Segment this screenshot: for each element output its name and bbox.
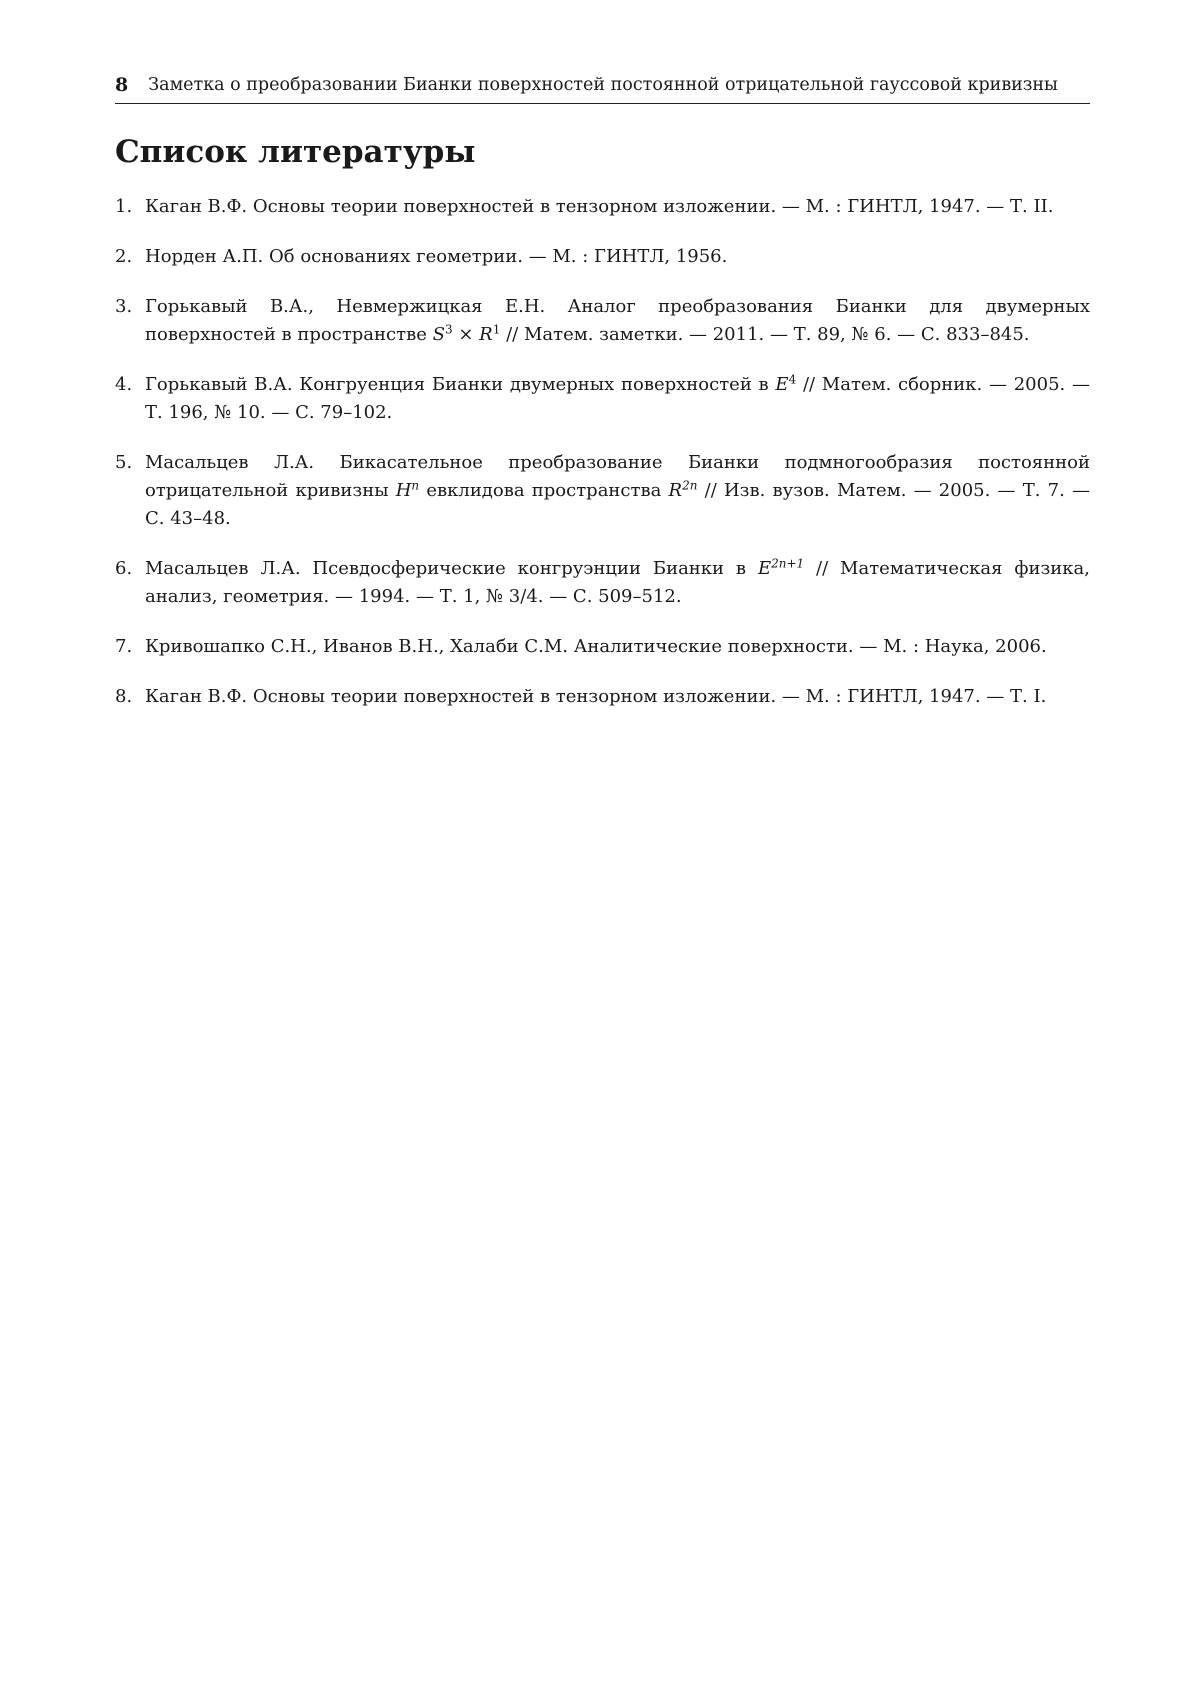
math-symbol-e: E — [775, 374, 788, 395]
math-symbol-r: R — [669, 480, 683, 501]
math-operator: × — [458, 324, 473, 345]
reference-item-6 — [115, 555, 1090, 611]
reference-text: Масальцев Л.А. Псевдосферические конгруэнции Бианки в — [145, 558, 746, 579]
reference-text: Норден А.П. Об основаниях геометрии. — М. : ГИНТЛ, 1956. — [145, 246, 727, 267]
math-superscript: 4 — [789, 372, 797, 386]
math-superscript: 2n+1 — [771, 556, 804, 570]
reference-text: Горькавый В.А. Конгруенция Бианки двумерных поверхностей в — [145, 374, 769, 395]
reference-item-2 — [115, 243, 1090, 271]
reference-text: // Математическая физика, анализ, геометрия. — 1994. — Т. 1, № 3/4. — С. 509–512. — [145, 558, 1090, 607]
reference-number: 3. — [115, 293, 132, 321]
math-superscript: 3 — [445, 322, 453, 336]
reference-number: 1. — [115, 193, 132, 221]
running-title: Заметка о преобразовании Бианки поверхностей постоянной отрицательной гауссовой кривизны — [148, 74, 1058, 96]
running-header — [115, 74, 1090, 104]
reference-list — [115, 193, 1090, 733]
reference-text: // Матем. заметки. — 2011. — Т. 89, № 6. — С. 833–845. — [506, 324, 1029, 345]
reference-number: 6. — [115, 555, 132, 583]
math-symbol-r: R — [479, 324, 493, 345]
reference-item-8 — [115, 683, 1090, 711]
reference-text: Каган В.Ф. Основы теории поверхностей в тензорном изложении. — М. : ГИНТЛ, 1947. — Т. I. — [145, 686, 1046, 707]
math-symbol-h: H — [396, 480, 412, 501]
reference-item-7 — [115, 633, 1090, 661]
reference-text: // Матем. сборник. — 2005. — Т. 196, № 10. — С. 79–102. — [145, 374, 1090, 423]
reference-number: 5. — [115, 449, 132, 477]
math-symbol-e: E — [758, 558, 771, 579]
math-superscript: n — [411, 478, 419, 492]
reference-text: Кривошапко С.Н., Иванов В.Н., Халаби С.М. Аналитические поверхности. — М. : Наука, 2006. — [145, 636, 1047, 657]
reference-number: 4. — [115, 371, 132, 399]
reference-text: Горькавый В.А., Невмержицкая Е.Н. Аналог преобразования Бианки для двумерных поверхностей в пространстве — [145, 296, 1090, 345]
reference-item-4 — [115, 371, 1090, 427]
reference-text: Каган В.Ф. Основы теории поверхностей в тензорном изложении. — М. : ГИНТЛ, 1947. — Т. II. — [145, 196, 1053, 217]
math-superscript: 2n — [682, 478, 697, 492]
reference-item-1 — [115, 193, 1090, 221]
reference-item-3 — [115, 293, 1090, 349]
reference-number: 7. — [115, 633, 132, 661]
reference-text: // Изв. вузов. Матем. — 2005. — Т. 7. — С. 43–48. — [145, 480, 1090, 529]
reference-text: евклидова пространства — [426, 480, 661, 501]
reference-item-5 — [115, 449, 1090, 533]
math-superscript: 1 — [493, 322, 501, 336]
math-symbol-s: S — [433, 324, 445, 345]
reference-text: Масальцев Л.А. Бикасательное преобразование Бианки подмногообразия постоянной отрицательной кривизны — [145, 452, 1090, 501]
page-number: 8 — [115, 74, 128, 96]
section-title: Список литературы — [115, 132, 475, 172]
reference-number: 8. — [115, 683, 132, 711]
reference-number: 2. — [115, 243, 132, 271]
